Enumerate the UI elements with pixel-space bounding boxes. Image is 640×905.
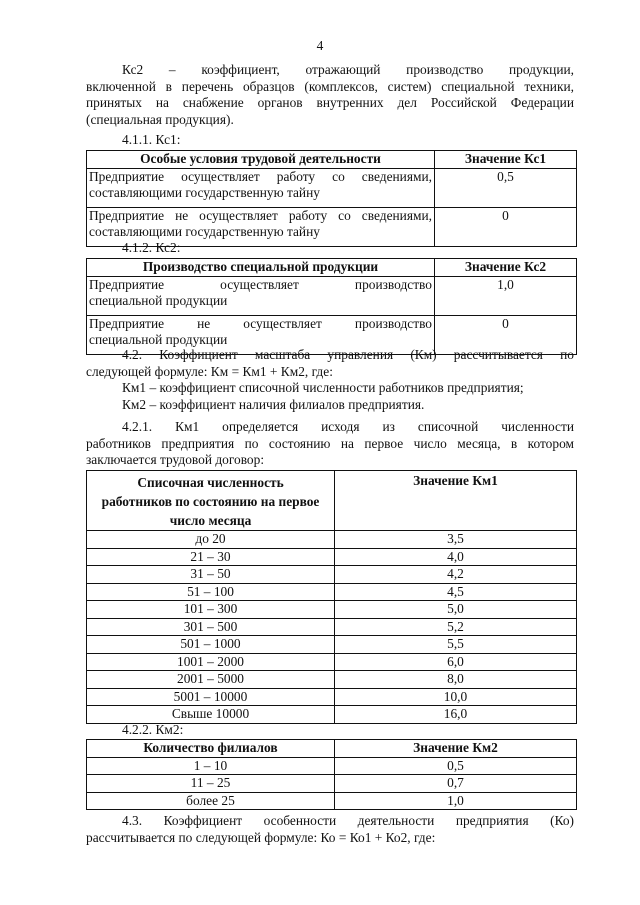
section-4-3 [86, 813, 574, 846]
table-cell-value: 5,0 [335, 601, 577, 619]
table-km2-body [87, 757, 577, 810]
cell-line: специальной продукции [89, 293, 228, 308]
table-cell-range: 1 – 10 [87, 757, 335, 775]
table-cell-value: 16,0 [335, 706, 577, 724]
table-cell-label [87, 168, 435, 207]
table-cell-value: 5,2 [335, 618, 577, 636]
table-row [87, 688, 577, 706]
table-row [87, 601, 577, 619]
table-km1-col1-header: Списочная численность работников по состоянию на первое число месяца [87, 471, 335, 531]
table-km2 [86, 739, 577, 810]
table-kc2-col2-header: Значение Кс2 [435, 259, 577, 277]
table-cell-range: более 25 [87, 792, 335, 810]
section-4-2-1-rest: работников предприятия по состоянию на первое число месяца, в котором заключается трудовой договор: [86, 435, 574, 467]
table-kc2 [86, 258, 577, 355]
table-row [87, 168, 577, 207]
cell-line: составляющими государственную тайну [89, 185, 320, 200]
table-header-row [87, 151, 577, 169]
table-row [87, 566, 577, 584]
table-cell-value: 4,0 [335, 548, 577, 566]
table-cell-value: 1,0 [335, 792, 577, 810]
table-cell-value: 1,0 [435, 276, 577, 315]
table-cell-value: 0,5 [435, 168, 577, 207]
table-cell-value: 0,5 [335, 757, 577, 775]
table-row [87, 636, 577, 654]
table-row [87, 618, 577, 636]
table-cell-range: 2001 – 5000 [87, 671, 335, 689]
table-cell-label [87, 276, 435, 315]
table-cell-value: 4,2 [335, 566, 577, 584]
section-4-2 [86, 347, 574, 413]
table-kc2-col1-header: Производство специальной продукции [87, 259, 435, 277]
section-4-1-2-heading: 4.1.2. Кс2: [122, 240, 181, 255]
cell-line: Предприятие осуществляет работу со сведениями, [89, 168, 432, 184]
table-row [87, 792, 577, 810]
table-header-row [87, 740, 577, 758]
table-header-row [87, 259, 577, 277]
section-4-2-2-heading: 4.2.2. Км2: [122, 722, 184, 737]
table-cell-range: 11 – 25 [87, 775, 335, 793]
table-row [87, 653, 577, 671]
section-4-2-line1: 4.2. Коэффициент масштаба управления (Км) рассчитывается по [122, 347, 574, 362]
table-row [87, 583, 577, 601]
table-km2-col1-header: Количество филиалов [87, 740, 335, 758]
kc2-definition-line1: Кс2 – коэффициент, отражающий производство продукции, [122, 62, 574, 77]
table-km1 [86, 470, 577, 724]
table-cell-value: 8,0 [335, 671, 577, 689]
table-cell-value: 0 [435, 315, 577, 354]
table-row [87, 276, 577, 315]
table-row [87, 706, 577, 724]
table-cell-range: 5001 – 10000 [87, 688, 335, 706]
table-cell-value: 3,5 [335, 531, 577, 549]
table-cell-range: 101 – 300 [87, 601, 335, 619]
cell-line: составляющими государственную тайну [89, 224, 320, 239]
kc2-definition-rest: включенной в перечень образцов (комплексов, систем) специальной техники, принятых на снабжение органов внутренних дел Российской Федерации (специальная продукция). [86, 78, 574, 127]
table-cell-range: до 20 [87, 531, 335, 549]
table-km2-col2-header: Значение Км2 [335, 740, 577, 758]
section-4-1-1-heading: 4.1.1. Кс1: [122, 132, 181, 147]
table-row [87, 757, 577, 775]
section-4-2-1 [86, 419, 574, 469]
table-cell-value: 4,5 [335, 583, 577, 601]
section-4-3-line1: 4.3. Коэффициент особенности деятельности предприятия (Ко) [122, 813, 574, 828]
table-kc1-col2-header: Значение Кс1 [435, 151, 577, 169]
table-cell-value: 5,5 [335, 636, 577, 654]
table-cell-range: 31 – 50 [87, 566, 335, 584]
km1-definition: Км1 – коэффициент списочной численности работников предприятия; [122, 380, 524, 395]
table-cell-value: 0,7 [335, 775, 577, 793]
table-cell-value: 0 [435, 207, 577, 246]
page-number: 4 [316, 38, 324, 53]
table-cell-range: 1001 – 2000 [87, 653, 335, 671]
section-4-2-1-line1: 4.2.1. Км1 определяется исходя из списочной численности [122, 419, 574, 434]
table-cell-range: 501 – 1000 [87, 636, 335, 654]
table-row [87, 671, 577, 689]
cell-line: Предприятие не осуществляет работу со сведениями, [89, 207, 432, 223]
table-cell-range: 301 – 500 [87, 618, 335, 636]
table-km1-body [87, 531, 577, 724]
table-cell-range: Свыше 10000 [87, 706, 335, 724]
table-row [87, 775, 577, 793]
table-header-row [87, 471, 577, 531]
table-kc1 [86, 150, 577, 247]
cell-line: специальной продукции [89, 332, 228, 347]
km2-definition: Км2 – коэффициент наличия филиалов предприятия. [122, 396, 425, 412]
table-cell-value: 10,0 [335, 688, 577, 706]
table-row [87, 548, 577, 566]
table-cell-range: 51 – 100 [87, 583, 335, 601]
cell-line: Предприятие не осуществляет производство [89, 315, 432, 331]
section-4-2-line2: следующей формуле: Км = Км1 + Км2, где: [86, 363, 333, 379]
table-km1-col2-header: Значение Км1 [335, 471, 577, 531]
cell-line: Предприятие осуществляет производство [89, 276, 432, 292]
table-kc1-col1-header: Особые условия трудовой деятельности [87, 151, 435, 169]
kc2-definition [86, 62, 574, 128]
table-cell-value: 6,0 [335, 653, 577, 671]
table-cell-range: 21 – 30 [87, 548, 335, 566]
section-4-3-line2: рассчитывается по следующей формуле: Ко = Ко1 + Ко2, где: [86, 829, 436, 845]
table-row [87, 531, 577, 549]
